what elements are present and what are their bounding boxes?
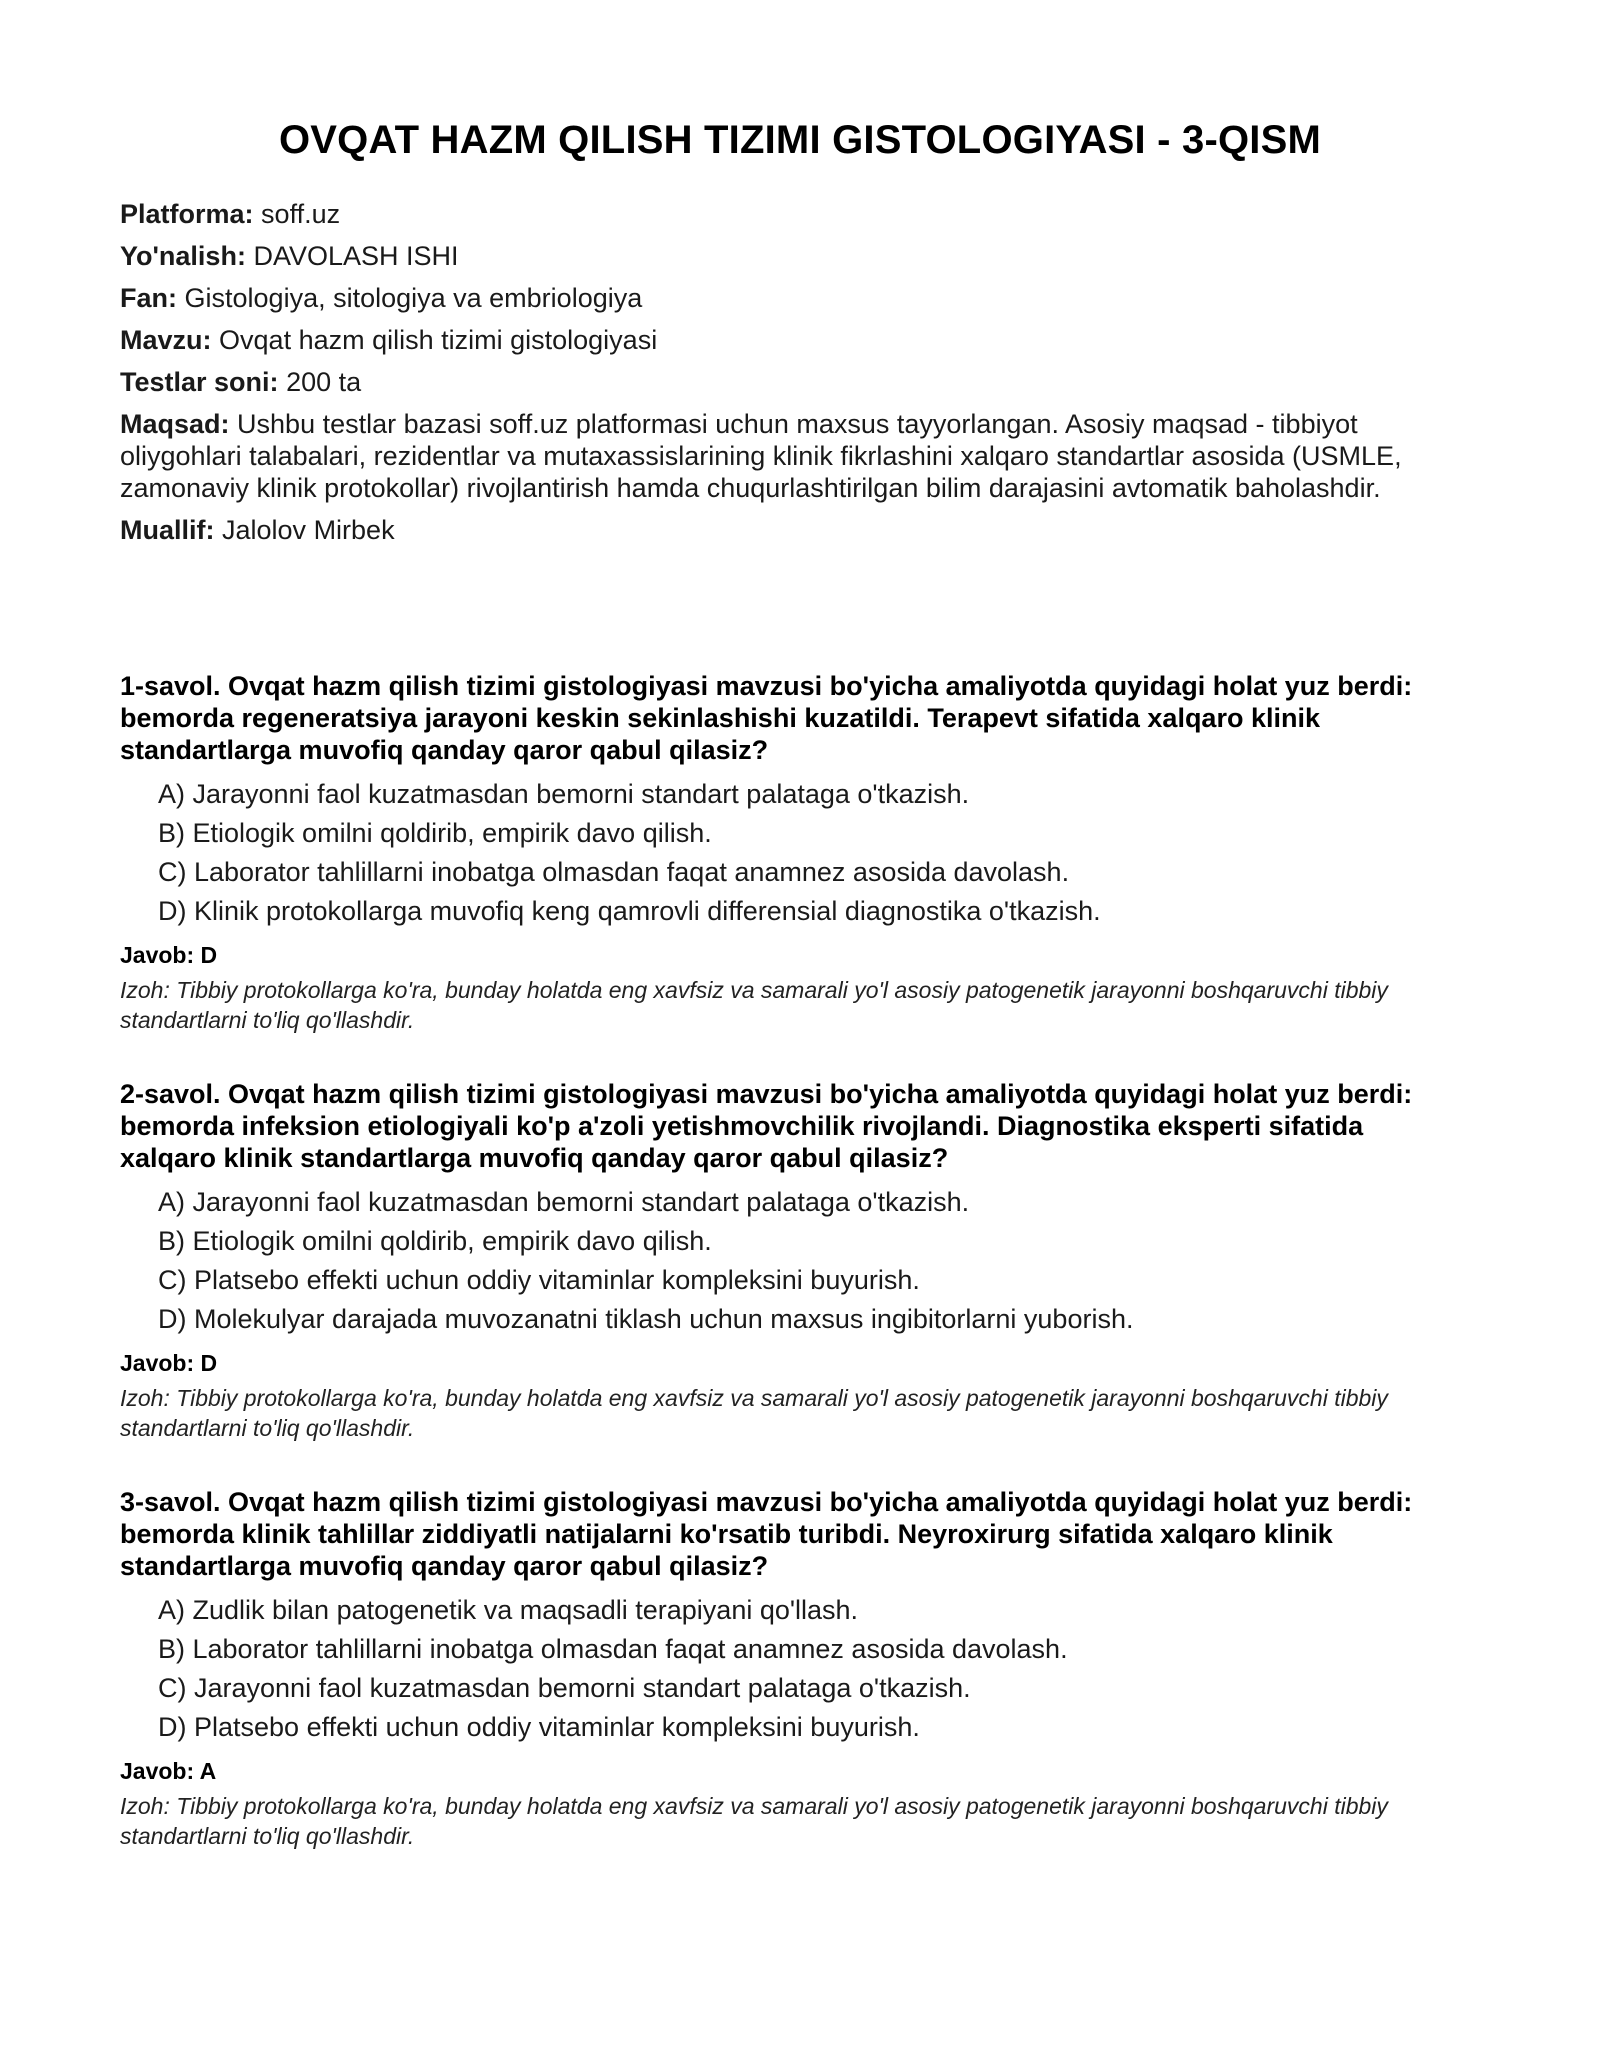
meta-value: Gistologiya, sitologiya va embriologiya [184, 283, 643, 313]
question-block [120, 670, 1460, 1035]
metadata-block [120, 198, 1460, 556]
meta-value: Ushbu testlar bazasi soff.uz platformasi uchun maxsus tayyorlangan. Asosiy maqsad - tibbiyot oliygohlari talabalari, rezidentlar va mutaxassislarining klinik fikrlashini xalqaro standartlar asosida (USMLE, zamonaviy klinik protokollar) rivojlantirish hamda chuqurlashtirilgan bilim darajasini avtomatik baholashdir. [120, 409, 1402, 503]
meta-value: 200 ta [286, 367, 362, 397]
meta-label: Testlar soni: [120, 367, 279, 397]
options-list [120, 1186, 1460, 1335]
meta-subject [120, 282, 1460, 314]
question-text: 1-savol. Ovqat hazm qilish tizimi gistologiyasi mavzusi bo'yicha amaliyotda quyidagi holat yuz berdi: bemorda regeneratsiya jarayoni keskin sekinlashishi kuzatildi. Terapevt sifatida xalqaro klinik standartlarga muvofiq qanday qaror qabul qilasiz? [120, 671, 1413, 765]
meta-label: Maqsad: [120, 409, 230, 439]
question-block [120, 1078, 1460, 1443]
meta-platform [120, 198, 1460, 230]
explanation-note: Izoh: Tibbiy protokollarga ko'ra, bunday holatda eng xavfsiz va samarali yo'l asosiy patogenetik jarayonni boshqaruvchi tibbiy standartlarni to'liq qo'llashdir. [120, 1793, 1388, 1849]
document-title: OVQAT HAZM QILISH TIZIMI GISTOLOGIYASI - 3-QISM [278, 118, 1322, 162]
question-text: 2-savol. Ovqat hazm qilish tizimi gistologiyasi mavzusi bo'yicha amaliyotda quyidagi holat yuz berdi: bemorda infeksion etiologiyali ko'p a'zoli yetishmovchilik rivojlandi. Diagnostika eksperti sifatida xalqaro klinik standartlarga muvofiq qanday qaror qabul qilasiz? [120, 1079, 1413, 1173]
option-c: C) Platsebo effekti uchun oddiy vitaminlar kompleksini buyurish. [158, 1265, 920, 1295]
option-d: D) Molekulyar darajada muvozanatni tiklash uchun maxsus ingibitorlarni yuborish. [158, 1304, 1134, 1334]
meta-value: DAVOLASH ISHI [253, 241, 459, 271]
options-list [120, 1594, 1460, 1743]
meta-label: Fan: [120, 283, 177, 313]
meta-author [120, 514, 1460, 546]
option-b: B) Laborator tahlillarni inobatga olmasdan faqat anamnez asosida davolash. [158, 1634, 1068, 1664]
option-b: B) Etiologik omilni qoldirib, empirik davo qilish. [158, 818, 712, 848]
meta-label: Yo'nalish: [120, 241, 246, 271]
meta-label: Mavzu: [120, 325, 212, 355]
option-b: B) Etiologik omilni qoldirib, empirik davo qilish. [158, 1226, 712, 1256]
meta-test-count [120, 366, 1460, 398]
meta-label: Platforma: [120, 199, 254, 229]
meta-topic [120, 324, 1460, 356]
option-d: D) Klinik protokollarga muvofiq keng qamrovli differensial diagnostika o'tkazish. [158, 896, 1101, 926]
meta-value: soff.uz [261, 199, 341, 229]
option-a: A) Jarayonni faol kuzatmasdan bemorni standart palataga o'tkazish. [158, 779, 970, 809]
question-block [120, 1486, 1460, 1851]
explanation-note: Izoh: Tibbiy protokollarga ko'ra, bunday holatda eng xavfsiz va samarali yo'l asosiy patogenetik jarayonni boshqaruvchi tibbiy standartlarni to'liq qo'llashdir. [120, 1385, 1388, 1441]
options-list [120, 778, 1460, 927]
answer-label: Javob: D [120, 942, 218, 968]
meta-value: Ovqat hazm qilish tizimi gistologiyasi [219, 325, 658, 355]
explanation-note: Izoh: Tibbiy protokollarga ko'ra, bunday holatda eng xavfsiz va samarali yo'l asosiy patogenetik jarayonni boshqaruvchi tibbiy standartlarni to'liq qo'llashdir. [120, 977, 1388, 1033]
option-c: C) Laborator tahlillarni inobatga olmasdan faqat anamnez asosida davolash. [158, 857, 1070, 887]
meta-value: Jalolov Mirbek [222, 515, 395, 545]
option-c: C) Jarayonni faol kuzatmasdan bemorni standart palataga o'tkazish. [158, 1673, 971, 1703]
meta-direction [120, 240, 1460, 272]
answer-label: Javob: D [120, 1350, 218, 1376]
option-a: A) Zudlik bilan patogenetik va maqsadli terapiyani qo'llash. [158, 1595, 859, 1625]
option-d: D) Platsebo effekti uchun oddiy vitaminlar kompleksini buyurish. [158, 1712, 920, 1742]
question-text: 3-savol. Ovqat hazm qilish tizimi gistologiyasi mavzusi bo'yicha amaliyotda quyidagi holat yuz berdi: bemorda klinik tahlillar ziddiyatli natijalarni ko'rsatib turibdi. Neyroxirurg sifatida xalqaro klinik standartlarga muvofiq qanday qaror qabul qilasiz? [120, 1487, 1413, 1581]
meta-purpose [120, 408, 1460, 504]
meta-label: Muallif: [120, 515, 215, 545]
answer-label: Javob: A [120, 1758, 217, 1784]
option-a: A) Jarayonni faol kuzatmasdan bemorni standart palataga o'tkazish. [158, 1187, 970, 1217]
